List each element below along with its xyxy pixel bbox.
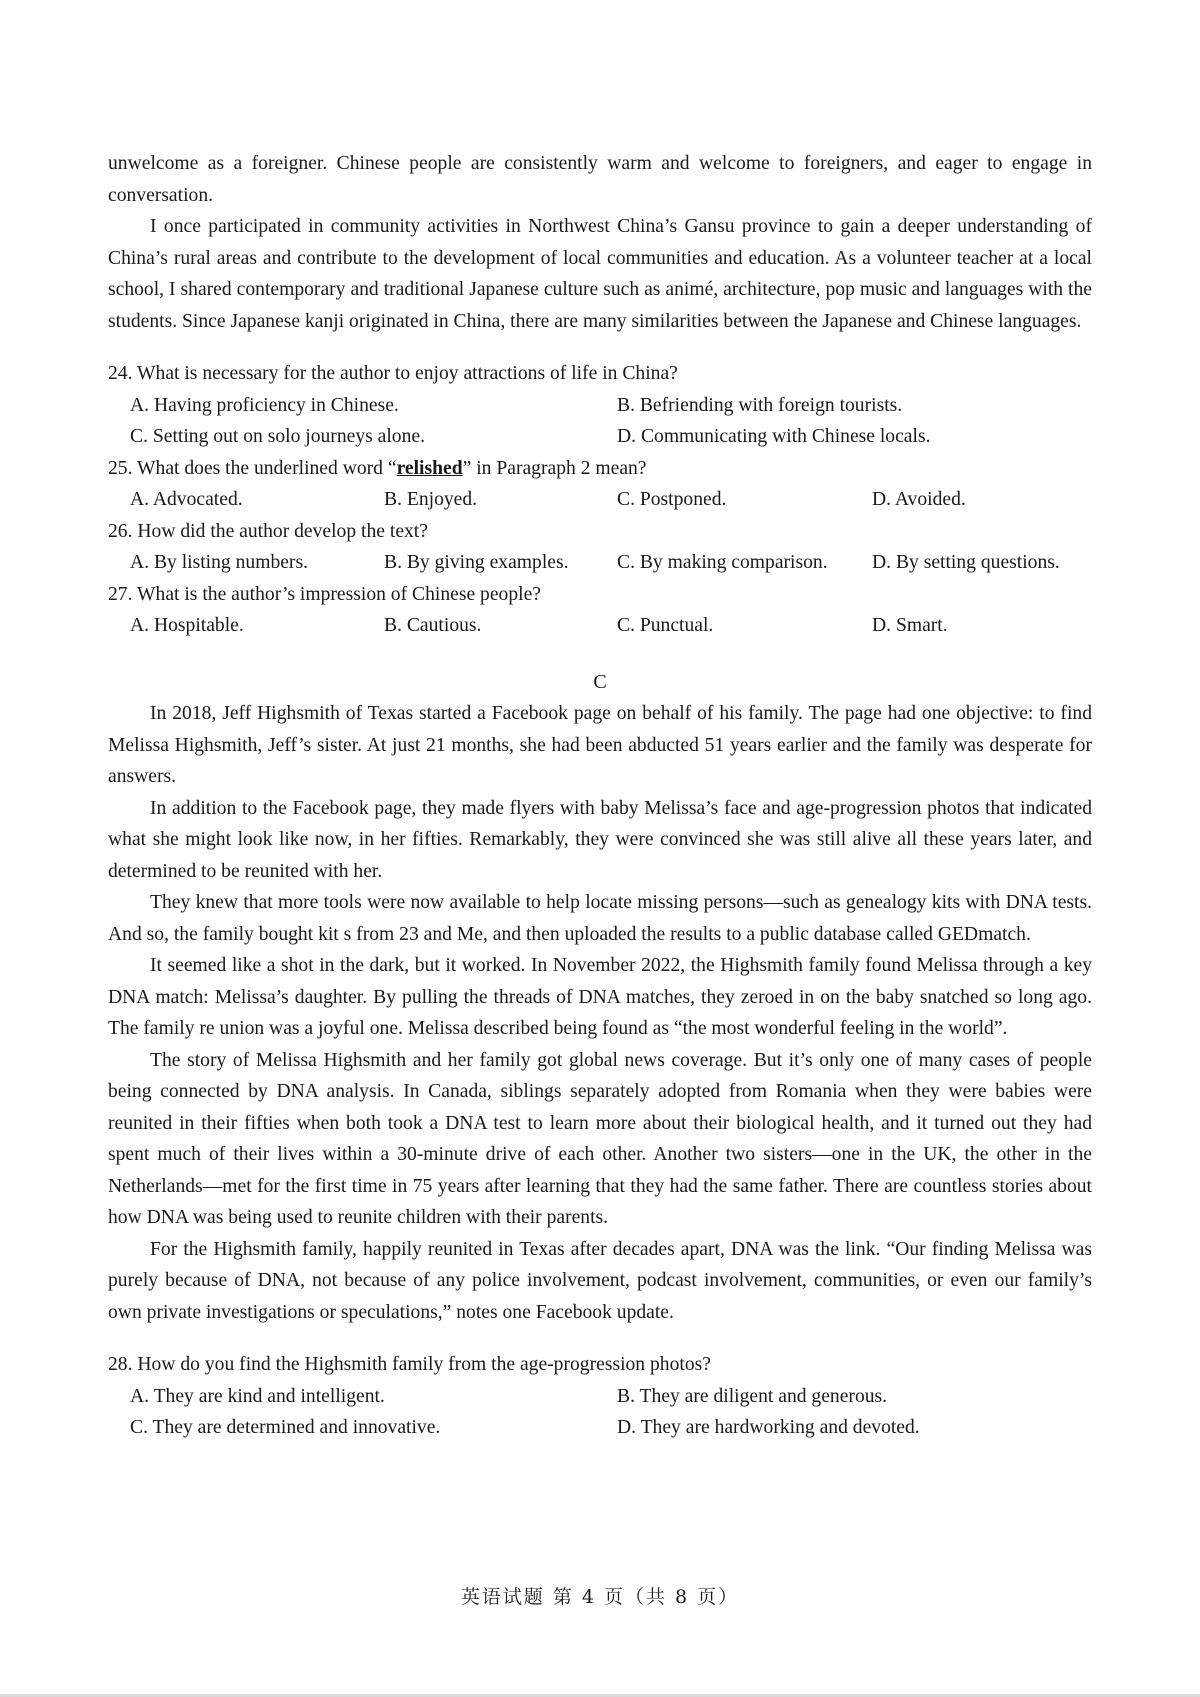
option-d: D. Communicating with Chinese locals.: [617, 426, 931, 447]
passage-c-paragraph: They knew that more tools were now available to help locate missing persons—such as genealogy kits with DNA tests. And so, the family bought kit s from 23 and Me, and then uploaded the results to a public database called GEDmatch.: [108, 892, 1092, 945]
option-c: C. By making comparison.: [617, 552, 828, 573]
option-d: D. By setting questions.: [872, 552, 1060, 573]
option-c: C. Setting out on solo journeys alone.: [130, 426, 425, 447]
option-d: D. They are hardworking and devoted.: [617, 1417, 920, 1438]
option-a: A. By listing numbers.: [130, 552, 308, 573]
question-26: [108, 516, 1092, 579]
passage-c-paragraph: It seemed like a shot in the dark, but it worked. In November 2022, the Highsmith family found Melissa through a key DNA match: Melissa’s daughter. By pulling the threads of DNA matches, they zeroed in on the baby snatched so long ago. The family re union was a joyful one. Melissa described being found as “the most wonderful feeling in the world”.: [108, 955, 1092, 1039]
option-a: A. Having proficiency in Chinese.: [130, 394, 399, 416]
option-c: C. Postponed.: [617, 489, 727, 510]
spacer: [108, 337, 1092, 358]
stem-text: ” in Paragraph 2 mean?: [462, 457, 647, 479]
question-stem: 24. What is necessary for the author to enjoy attractions of life in China?: [108, 363, 678, 384]
option-list: [108, 547, 1092, 579]
option-a: A. They are kind and intelligent.: [130, 1385, 385, 1407]
question-stem: [108, 453, 1092, 485]
section-heading: C: [593, 670, 607, 693]
passage-c-paragraph: The story of Melissa Highsmith and her family got global news coverage. But it’s only one of many cases of people being connected by DNA analysis. In Canada, siblings separately adopted from Romania when they were babies were reunited in their fifties when both took a DNA test to learn more about their biological health, and it turned out they had spent much of their lives within a 30-minute drive of each other. Another two sisters—one in the UK, the other in the Netherlands—met for the first time in 75 years after learning that they had the same father. There are countless stories about how DNA was being used to reunite children with their parents.: [108, 1049, 1092, 1228]
passage-b-paragraph: I once participated in community activities in Northwest China’s Gansu province to gain a deeper understanding of China’s rural areas and contribute to the development of local communities and education. As a volunteer teacher at a local school, I shared contemporary and traditional Japanese culture such as animé, architecture, pop music and languages with the students. Since Japanese kanji originated in China, there are many similarities between the Japanese and Chinese languages.: [108, 216, 1092, 332]
page-content: [108, 148, 1092, 1444]
question-stem: 28. How do you find the Highsmith family from the age-progression photos?: [108, 1354, 711, 1375]
option-c: C. Punctual.: [617, 615, 714, 636]
page-footer: 英语试题 第 4 页（共 8 页）: [460, 1586, 740, 1608]
underlined-word: relished: [396, 457, 463, 479]
spacer: [108, 1328, 1092, 1349]
option-b: B. By giving examples.: [384, 552, 569, 573]
option-c: C. They are determined and innovative.: [130, 1417, 441, 1438]
passage-b-paragraph: unwelcome as a foreigner. Chinese people are consistently warm and welcome to foreigners, and eager to engage in conversation.: [108, 153, 1092, 206]
option-b: B. Befriending with foreign tourists.: [617, 394, 903, 416]
option-b: B. They are diligent and generous.: [617, 1385, 888, 1407]
question-stem: 27. What is the author’s impression of Chinese people?: [108, 583, 541, 605]
passage-c-paragraph: For the Highsmith family, happily reunited in Texas after decades apart, DNA was the link. “Our finding Melissa was purely because of DNA, not because of any police involvement, podcast involvement, communities, or even our family’s own private investigations or speculations,” notes one Facebook update.: [108, 1238, 1092, 1323]
question-25: [108, 453, 1092, 516]
option-d: D. Smart.: [872, 615, 948, 636]
passage-c-paragraph: In 2018, Jeff Highsmith of Texas started a Facebook page on behalf of his family. The page had one objective: to find Melissa Highsmith, Jeff’s sister. At just 21 months, she had been abducted 51 years earlier and the family was desperate for answers.: [108, 703, 1092, 787]
option-d: D. Avoided.: [872, 489, 966, 510]
option-list: [108, 610, 1092, 642]
option-a: A. Advocated.: [130, 489, 243, 510]
question-27: [108, 579, 1092, 642]
option-b: B. Enjoyed.: [384, 489, 478, 510]
question-28: [108, 1349, 1092, 1444]
option-list: [108, 390, 1092, 453]
option-a: A. Hospitable.: [130, 615, 244, 636]
question-24: [108, 358, 1092, 453]
option-b: B. Cautious.: [384, 615, 482, 636]
option-list: [108, 484, 1092, 516]
passage-c-paragraph: In addition to the Facebook page, they made flyers with baby Melissa’s face and age-progression photos that indicated what she might look like now, in her fifties. Remarkably, they were convinced she was still alive all these years later, and determined to be reunited with her.: [108, 797, 1092, 882]
option-list: [108, 1381, 1092, 1444]
stem-text: 25. What does the underlined word “: [108, 457, 397, 479]
question-stem: 26. How did the author develop the text?: [108, 520, 428, 542]
